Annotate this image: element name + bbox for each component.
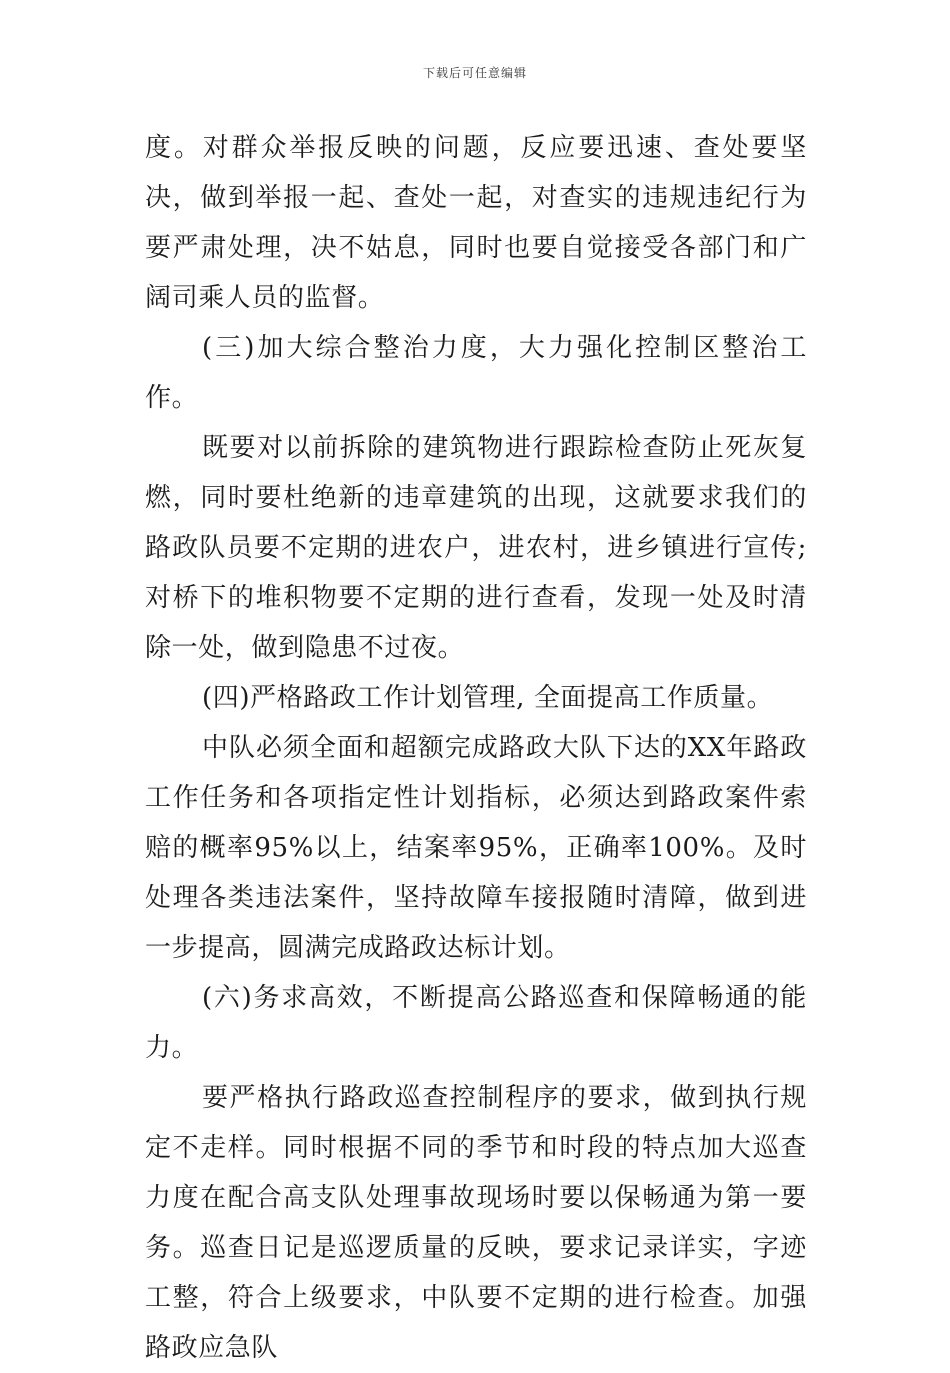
paragraph: 度。对群众举报反映的问题，反应要迅速、查处要坚决，做到举报一起、查处一起，对查实的违规违纪行为要严肃处理，决不姑息，同时也要自觉接受各部门和广阔司乘人员的监督。 <box>145 133 807 313</box>
paragraph: 要严格执行路政巡查控制程序的要求，做到执行规定不走样。同时根据不同的季节和时段的特点加大巡查力度在配合高支队处理事故现场时要以保畅通为第一要务。巡查日记是巡逻质量的反映，要求记录详实，字迹工整，符合上级要求，中队要不定期的进行检查。加强路政应急队 <box>145 1083 807 1363</box>
paragraph: 既要对以前拆除的建筑物进行跟踪检查防止死灰复燃，同时要杜绝新的违章建筑的出现，这就要求我们的路政队员要不定期的进农户，进农村，进乡镇进行宣传;对桥下的堆积物要不定期的进行查看，发现一处及时清除一处，做到隐患不过夜。 <box>145 433 807 663</box>
section-heading: (三)加大综合整治力度，大力强化控制区整治工作。 <box>145 333 807 413</box>
document-body <box>145 123 807 1373</box>
section-heading: (六)务求高效，不断提高公路巡查和保障畅通的能力。 <box>145 983 807 1063</box>
page-header: 下载后可任意编辑 <box>422 66 527 80</box>
section-heading: (四)严格路政工作计划管理, 全面提高工作质量。 <box>202 683 774 713</box>
paragraph: 中队必须全面和超额完成路政大队下达的XX年路政工作任务和各项指定性计划指标，必须达到路政案件索赔的概率95%以上，结案率95%，正确率100%。及时处理各类违法案件，坚持故障车接报随时清障，做到进一步提高，圆满完成路政达标计划。 <box>145 733 807 963</box>
